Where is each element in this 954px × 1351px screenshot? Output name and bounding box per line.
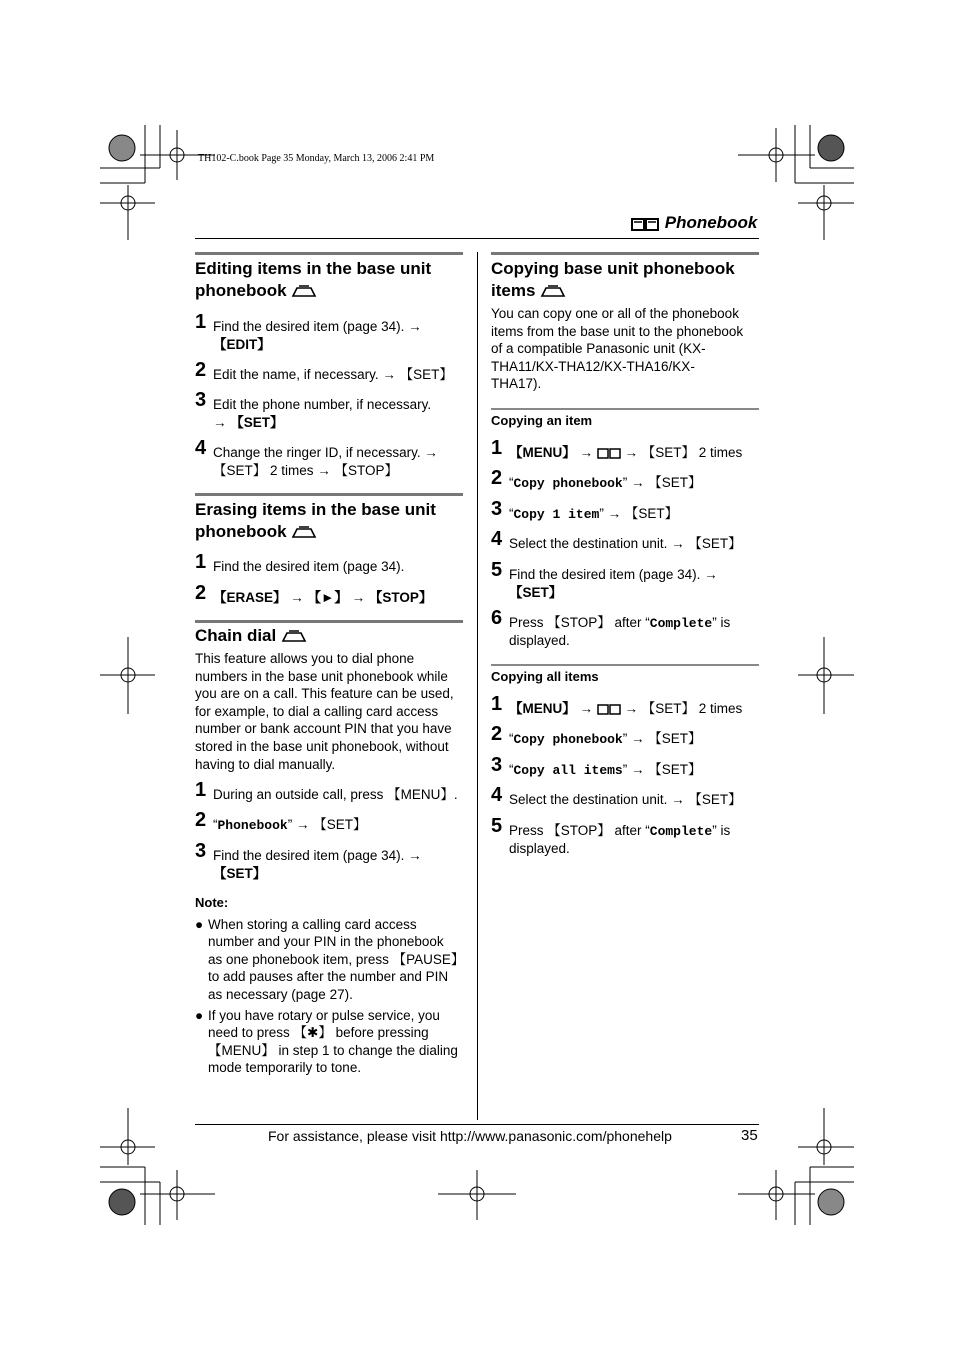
step-number: 4 xyxy=(491,784,503,806)
display-text: Phonebook xyxy=(217,818,288,833)
copy-item-step-4 xyxy=(491,528,761,555)
subsection-rule xyxy=(491,664,759,666)
copy-item-step-1 xyxy=(491,437,761,464)
step-number: 2 xyxy=(195,359,207,381)
phonebook-icon xyxy=(630,216,660,232)
bullet: ● xyxy=(195,1008,204,1023)
header-rule xyxy=(195,238,759,239)
note-line: as one phonebook item, press 【PAUSE】 xyxy=(208,951,465,967)
step-text-3: displayed. xyxy=(509,841,570,856)
step-text-2: 【EDIT】 xyxy=(213,337,271,352)
step-text: → 【SET】 xyxy=(630,731,702,746)
step-number: 2 xyxy=(491,723,503,745)
handset-icon xyxy=(291,525,319,541)
step-text: Find the desired item (page 34). → xyxy=(509,567,718,582)
step-text: Find the desired item (page 34). → xyxy=(213,848,422,863)
display-text: Copy 1 item xyxy=(513,507,600,522)
display-text: Complete xyxy=(649,824,713,839)
copy-all-step-1 xyxy=(491,693,761,720)
step-text: Press 【STOP】 after “ xyxy=(509,615,650,630)
footer-rule xyxy=(195,1124,759,1125)
step-number: 3 xyxy=(195,840,207,862)
step-text: 【ERASE】 → 【►】 → 【STOP】 xyxy=(213,590,433,605)
erase-step-1 xyxy=(195,551,465,578)
display-text: Complete xyxy=(649,616,713,631)
copy-all-step-5 xyxy=(491,815,761,858)
chain-intro xyxy=(195,650,470,773)
handset-icon xyxy=(291,284,319,300)
step-text: 【MENU】 → xyxy=(509,701,597,716)
note-line: If you have rotary or pulse service, you xyxy=(208,1008,440,1023)
step-number: 5 xyxy=(491,815,503,837)
step-text: → 【SET】 xyxy=(630,475,702,490)
step-number: 1 xyxy=(195,779,207,801)
step-text: Find the desired item (page 34). → xyxy=(213,319,422,334)
erase-heading xyxy=(195,499,465,543)
step-number: 3 xyxy=(491,754,503,776)
step-text: 【MENU】 → xyxy=(509,445,597,460)
copy-item-step-5 xyxy=(491,559,761,602)
bullet: ● xyxy=(195,917,204,932)
chain-step-3 xyxy=(195,840,465,883)
chain-heading xyxy=(195,625,465,647)
intro-line: You can copy one or all of the phonebook xyxy=(491,306,739,321)
intro-line: of a compatible Panasonic unit (KX- xyxy=(491,341,706,357)
step-text-2: 【SET】 xyxy=(509,585,563,600)
note-item-2 xyxy=(195,1007,470,1077)
intro-line: numbers in the base unit phonebook while xyxy=(195,668,448,684)
erase-step-2 xyxy=(195,582,465,609)
note-label-text: Note: xyxy=(195,895,229,910)
note-line: need to press 【✱】 before pressing xyxy=(208,1025,429,1041)
section-rule xyxy=(491,252,759,255)
step-text-2: → 【SET】 2 times xyxy=(620,445,743,460)
copy-item-title: Copying an item xyxy=(491,413,593,428)
intro-line: for example, to dial a calling card access xyxy=(195,703,439,719)
copy-title: Copying base unit phonebook items xyxy=(491,259,735,300)
copy-item-heading xyxy=(491,413,592,428)
intro-line: items from the base unit to the phonebook xyxy=(491,323,744,339)
step-number: 1 xyxy=(491,437,503,459)
copy-all-heading xyxy=(491,669,599,684)
edit-title: Editing items in the base unit phonebook xyxy=(195,259,432,300)
step-text: Select the destination unit. → 【SET】 xyxy=(509,536,742,551)
chain-title: Chain dial xyxy=(195,626,277,645)
edit-step-2 xyxy=(195,359,465,386)
step-text: → 【SET】 xyxy=(630,762,702,777)
step-text-2: 【SET】 xyxy=(213,866,267,881)
note-line: When storing a calling card access xyxy=(208,917,417,932)
handset-icon xyxy=(540,284,568,300)
display-text: Copy phonebook xyxy=(513,732,623,747)
step-text: → 【SET】 xyxy=(295,817,367,832)
step-number: 3 xyxy=(195,389,207,411)
section-title-text: Phonebook xyxy=(664,213,758,232)
edit-step-1 xyxy=(195,311,465,354)
assistance-link[interactable]: For assistance, please visit http://www.panasonic.com/phonehelp xyxy=(268,1128,672,1144)
phonebook-icon xyxy=(597,447,621,459)
step-text: During an outside call, press 【MENU】. xyxy=(213,787,458,802)
phonebook-icon xyxy=(597,703,621,715)
step-number: 1 xyxy=(195,551,207,573)
step-number: 5 xyxy=(491,559,503,581)
step-text: Select the destination unit. → 【SET】 xyxy=(509,792,742,807)
step-number: 3 xyxy=(491,498,503,520)
page-number: 35 xyxy=(741,1127,758,1144)
edit-step-3 xyxy=(195,389,465,432)
step-text-2: 【SET】 2 times → 【STOP】 xyxy=(213,463,399,478)
note-line: number and your PIN in the phonebook xyxy=(208,934,444,950)
step-number: 2 xyxy=(195,809,207,831)
copy-all-step-3: 3 “Copy all items” → 【SET】 xyxy=(491,754,702,778)
step-text-2: → 【SET】 xyxy=(213,415,284,430)
subsection-rule xyxy=(491,408,759,410)
copy-all-step-4 xyxy=(491,784,761,811)
chain-step-1 xyxy=(195,779,465,806)
step-number: 1 xyxy=(491,693,503,715)
erase-title: Erasing items in the base unit phonebook xyxy=(195,500,436,541)
step-text: Find the desired item (page 34). xyxy=(213,559,405,574)
display-text: Copy all items xyxy=(513,763,623,778)
edit-heading xyxy=(195,258,465,302)
section-rule xyxy=(195,493,463,496)
step-text: → 【SET】 xyxy=(607,506,679,521)
copy-all-step-2: 2 “Copy phonebook” → 【SET】 xyxy=(491,723,702,747)
note-item-1 xyxy=(195,916,470,1003)
copy-item-step-6 xyxy=(491,607,761,650)
copy-all-title: Copying all items xyxy=(491,669,599,684)
step-number: 2 xyxy=(491,467,503,489)
intro-line: number or bank account PIN that you have xyxy=(195,721,452,737)
copy-item-step-3: 3 “Copy 1 item” → 【SET】 xyxy=(491,498,679,522)
step-number: 6 xyxy=(491,607,503,629)
step-text: Press 【STOP】 after “ xyxy=(509,823,650,838)
copy-item-step-2: 2 “Copy phonebook” → 【SET】 xyxy=(491,467,702,491)
edit-step-4 xyxy=(195,437,465,480)
display-text: Copy phonebook xyxy=(513,476,623,491)
step-text: Change the ringer ID, if necessary. → xyxy=(213,445,438,460)
step-number: 4 xyxy=(195,437,207,459)
chain-step-2: 2 “Phonebook” → 【SET】 xyxy=(195,809,367,833)
intro-line: you are on a call. This feature can be used, xyxy=(195,686,454,702)
book-file-info: TH102-C.book Page 35 Monday, March 13, 2006 2:41 PM xyxy=(198,153,435,164)
step-text: Edit the name, if necessary. → 【SET】 xyxy=(213,367,453,382)
note-line: mode temporarily to tone. xyxy=(208,1060,362,1076)
intro-line: THA17). xyxy=(491,376,542,392)
step-text-2: ” is xyxy=(712,823,731,838)
note-line: as necessary (page 27). xyxy=(208,986,353,1002)
column-divider xyxy=(477,252,478,1120)
copy-intro xyxy=(491,305,766,393)
step-text-2: → 【SET】 2 times xyxy=(620,701,743,716)
step-number: 4 xyxy=(491,528,503,550)
note-line: to add pauses after the number and PIN xyxy=(208,969,449,985)
note-label xyxy=(195,895,228,910)
section-rule xyxy=(195,252,463,255)
step-text: Edit the phone number, if necessary. xyxy=(213,397,432,412)
intro-line: THA11/KX-THA12/KX-THA16/KX- xyxy=(491,358,695,374)
note-line: 【MENU】 in step 1 to change the dialing xyxy=(208,1042,458,1058)
copy-heading xyxy=(491,258,761,302)
section-title xyxy=(630,213,757,233)
intro-line: This feature allows you to dial phone xyxy=(195,651,415,666)
intro-line: having to dial manually. xyxy=(195,756,336,772)
step-text-2: ” is xyxy=(712,615,731,630)
handset-icon xyxy=(281,629,309,645)
intro-line: stored in the base unit phonebook, without xyxy=(195,738,449,754)
step-text-3: displayed. xyxy=(509,633,570,648)
step-number: 1 xyxy=(195,311,207,333)
section-rule xyxy=(195,620,463,623)
step-number: 2 xyxy=(195,582,207,604)
